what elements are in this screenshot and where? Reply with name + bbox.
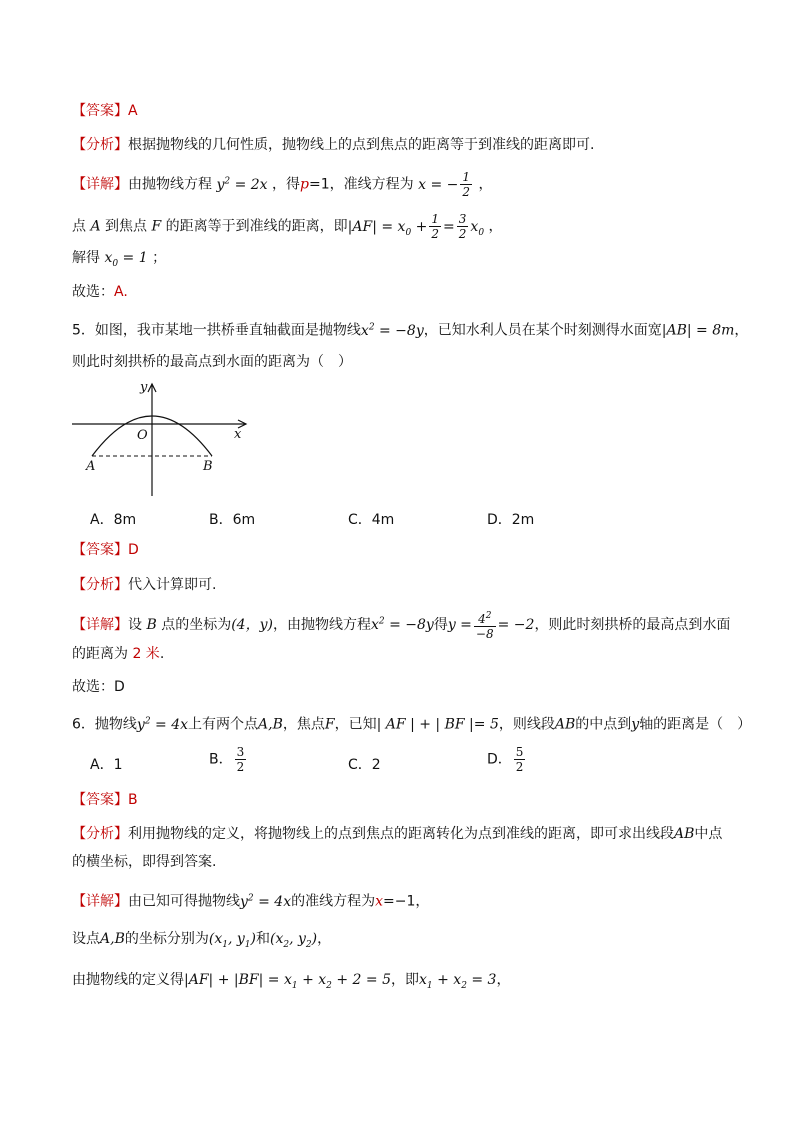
detail-text: 得 [433, 617, 448, 633]
answer-line-q4 [72, 101, 138, 121]
detail-text: 解得 [72, 250, 105, 266]
detail-text: 的准线方程为 [291, 893, 376, 910]
detail-text: ，由抛物线方程 [272, 617, 371, 633]
analysis-text: 利用抛物线的定义，将抛物线上的点到焦点的距离转化为点到准线的距离，即可求出线段 [128, 826, 674, 842]
q6-stem: 上有两个点 [188, 716, 259, 733]
detail-text: 的距离等于到准线的距离，即 [161, 218, 348, 235]
detail-text: ，则此时刻拱桥的最高点到水面 [534, 617, 731, 633]
formula-af-bf: | AF | + | BF |= 5 [376, 716, 499, 733]
q6-stem: 轴的距离是（ ） [639, 716, 752, 733]
formula-parabola: $y^2 = 2x$ [216, 175, 268, 193]
q5-option-d: D．2m [487, 512, 535, 528]
choose-line-q4 [72, 282, 128, 302]
q5-stem: 5．如图，我市某地一拱桥垂直轴截面是抛物线 [72, 322, 361, 339]
answer-line-q6 [72, 790, 138, 810]
coord-1: ($x_1$, $y_1$) [208, 931, 256, 950]
q5-stem-line-1: 5．如图，我市某地一拱桥垂直轴截面是抛物线$x^2 = -8y$，已知水利人员在某个时刻测得水面宽|AB| = 8m， [72, 322, 749, 339]
detail-text: 点 [72, 218, 91, 235]
detail-text: 设 [128, 617, 147, 633]
points-ab: A,B [100, 931, 125, 947]
detail-text: ， [496, 972, 511, 988]
q5-stem: 则此时刻拱桥的最高点到水面的距离为（ ） [72, 354, 352, 370]
q6-stem-line [72, 711, 751, 735]
q6-option-c: C．2 [348, 757, 381, 773]
label-a: A [86, 459, 96, 474]
formula-af: $|AF| = x_0$ + $\frac{1}{2}$ = $\frac{3}{2}$ $x_0$ [347, 212, 485, 241]
detail-tag: 【详解】 [72, 176, 128, 193]
q5-figure-arch [68, 378, 258, 500]
q6-option-a: A．1 [90, 757, 123, 773]
analysis-line-q4 [72, 135, 594, 155]
point-f: F [151, 218, 162, 235]
q5-option-c: C．4m [348, 512, 395, 528]
detail-text: 设点 [72, 931, 100, 947]
formula-y-value: y = $\frac{4^2}{-8}$ = −2 [447, 611, 535, 641]
answer-tag: 【答案】 [72, 103, 128, 119]
label-x: x [234, 427, 242, 442]
formula-x0: $x_0 = 1$ [104, 250, 148, 269]
detail-text: =1，准线方程为 [308, 176, 419, 193]
distance-value: 2 米 [132, 646, 160, 662]
analysis-text: 代入计算即可. [128, 577, 217, 593]
analysis-tag: 【分析】 [72, 577, 128, 593]
analysis-text: 中点 [694, 826, 723, 842]
choose-label: 故选： [72, 679, 114, 695]
segment-ab: AB [674, 826, 695, 842]
answer-value: B [128, 792, 138, 808]
q5-stem-line-2 [72, 352, 352, 372]
answer-tag: 【答案】 [72, 542, 128, 558]
formula-q5-parabola: $x^2 = -8y$ [360, 322, 424, 339]
detail-line-q4-1: 【详解】由抛物线方程 $y^2 = 2x$ ，得p=1，准线方程为 x = − $\frac{1}{2}$ ， [72, 170, 493, 199]
q5-option-a: A．8m [90, 512, 137, 528]
q5-option-b: B．6m [209, 512, 256, 528]
q6-stem: 的中点到 [575, 716, 632, 733]
focus-f: F [324, 716, 335, 733]
param-p: p [300, 176, 309, 193]
detail-line-q6-3 [72, 970, 510, 996]
detail-text: =−1， [383, 893, 430, 910]
q6-stem: ，焦点 [282, 716, 325, 733]
q6-stem: ，已知 [334, 716, 377, 733]
detail-text: 到焦点 [100, 218, 152, 235]
analysis-line-q5 [72, 575, 216, 595]
detail-tag: 【详解】 [72, 893, 128, 910]
answer-tag: 【答案】 [72, 792, 128, 808]
segment-ab: AB [554, 716, 576, 733]
point-b: B [146, 617, 157, 633]
q5-stem: ，已知水利人员在某个时刻测得水面宽 [423, 322, 662, 339]
formula-q6-parabola-2: $y^2 = 4x$ [240, 893, 292, 910]
point-a: A [90, 218, 101, 235]
detail-tag: 【详解】 [72, 617, 128, 633]
q6-option-b: B． $\frac{3}{2}$ [209, 745, 245, 774]
analysis-line-q6-2 [72, 852, 216, 872]
analysis-tag: 【分析】 [72, 826, 128, 842]
detail-text: 由抛物线方程 [128, 176, 217, 193]
answer-value: D [128, 542, 139, 558]
q6-option-d: D． $\frac{5}{2}$ [487, 745, 524, 774]
detail-text: 的坐标分别为 [124, 931, 209, 947]
detail-line-q4-2: 点 A 到焦点 F 的距离等于到准线的距离，即$|AF| = x_0$ + $\frac{1}{2}$ = $\frac{3}{2}$ $x_0$ ， [72, 212, 503, 241]
detail-line-q4-3: 解得 $x_0 = 1$ ； [72, 250, 167, 269]
detail-text: . [159, 646, 165, 662]
q6-stem: 6．抛物线 [72, 716, 137, 733]
q6-stem: ，则线段 [498, 716, 555, 733]
analysis-text: 的横坐标，即得到答案. [72, 854, 217, 870]
detail-line-q6-2 [72, 929, 331, 955]
formula-sum: $|AF| + |BF| = x_1 + x_2 + 2 = 5$ [184, 972, 391, 991]
detail-line-q6-1 [72, 888, 429, 912]
detail-text: ， [317, 931, 332, 947]
directrix-x: x [375, 893, 384, 910]
detail-text: 由已知可得抛物线 [128, 893, 240, 910]
analysis-text: 根据抛物线的几何性质，抛物线上的点到焦点的距离等于到准线的距离即可. [128, 137, 595, 153]
label-b: B [203, 459, 213, 474]
detail-line-q5-1 [72, 609, 730, 641]
formula-directrix: x = − $\frac{1}{2}$ [418, 170, 470, 199]
detail-text: ，得 [267, 176, 301, 193]
choose-label: 故选： [72, 284, 114, 300]
axis-y: y [631, 716, 640, 733]
coord-b: (4，y) [231, 617, 273, 633]
choose-line-q5 [72, 677, 125, 697]
label-y: y [140, 380, 148, 395]
answer-line-q5 [72, 540, 139, 560]
detail-text: 和 [256, 931, 270, 947]
coord-2: ($x_2$, $y_2$) [270, 931, 318, 950]
analysis-tag: 【分析】 [72, 137, 128, 153]
formula-q6-parabola: $y^2 = 4x$ [136, 716, 189, 733]
detail-text: 的距离为 [72, 646, 133, 662]
detail-line-q5-2 [72, 644, 164, 664]
detail-text: 点的坐标为 [156, 617, 232, 633]
formula-ab-8m: |AB| = 8m [661, 322, 735, 339]
analysis-line-q6-1 [72, 824, 722, 844]
detail-text: ，即 [391, 972, 419, 988]
answer-value: A [128, 103, 138, 119]
choose-value: A. [114, 284, 128, 300]
label-origin: O [137, 428, 148, 443]
formula-x1-x2: $x_1 + x_2 = 3$ [419, 972, 497, 991]
formula-q5-parabola-2: $x^2 = -8y$ [370, 616, 434, 633]
detail-text: 由抛物线的定义得 [72, 972, 184, 988]
points-ab: A,B [258, 716, 283, 733]
choose-value: D [114, 679, 125, 695]
